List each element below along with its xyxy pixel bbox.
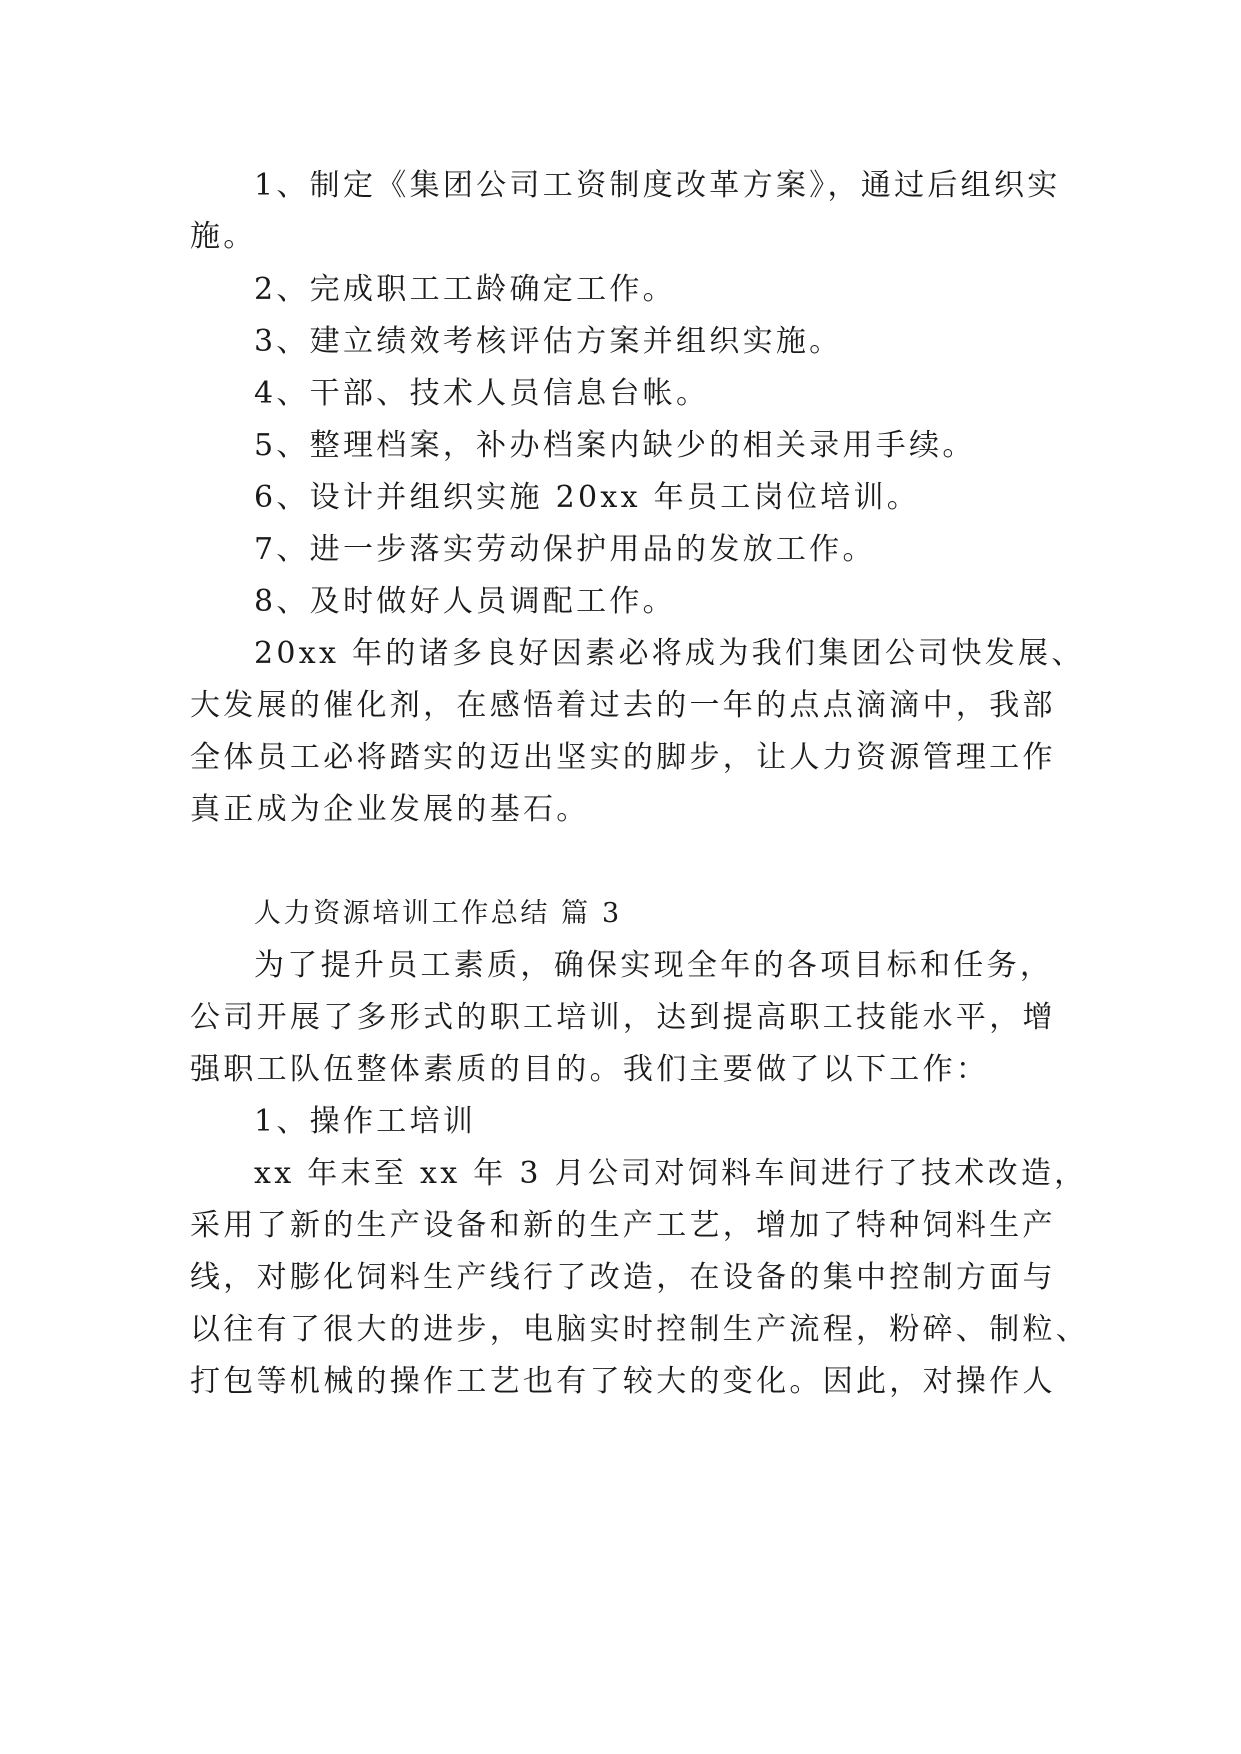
closing-paragraph-line-1: 20xx 年的诸多良好因素必将成为我们集团公司快发展、 xyxy=(254,636,1085,671)
list-item-8: 8、及时做好人员调配工作。 xyxy=(254,584,676,619)
list-item-1-line-1: 1、制定《集团公司工资制度改革方案》，通过后组织实 xyxy=(254,168,1061,203)
list-item-1-line-2: 施。 xyxy=(190,219,257,254)
body-paragraph-line-2: 采用了新的生产设备和新的生产工艺，增加了特种饲料生产 xyxy=(190,1208,1056,1243)
section-heading: 人力资源培训工作总结 篇 3 xyxy=(254,898,622,929)
list-item-6: 6、设计并组织实施 20xx 年员工岗位培训。 xyxy=(254,480,921,515)
body-paragraph-line-5: 打包等机械的操作工艺也有了较大的变化。因此，对操作人 xyxy=(190,1364,1056,1399)
intro-paragraph-line-1: 为了提升员工素质，确保实现全年的各项目标和任务， xyxy=(254,948,1054,983)
closing-paragraph-line-4: 真正成为企业发展的基石。 xyxy=(190,792,590,827)
list-item-4: 4、干部、技术人员信息台帐。 xyxy=(254,376,710,411)
subsection-heading: 1、操作工培训 xyxy=(254,1104,477,1139)
body-paragraph-line-1: xx 年末至 xx 年 3 月公司对饲料车间进行了技术改造， xyxy=(254,1156,1088,1191)
list-item-2: 2、完成职工工龄确定工作。 xyxy=(254,272,676,307)
list-item-3: 3、建立绩效考核评估方案并组织实施。 xyxy=(254,324,843,359)
intro-paragraph-line-2: 公司开展了多形式的职工培训，达到提高职工技能水平，增 xyxy=(190,1000,1056,1035)
body-paragraph-line-4: 以往有了很大的进步，电脑实时控制生产流程，粉碎、制粒、 xyxy=(190,1312,1090,1347)
closing-paragraph-line-3: 全体员工必将踏实的迈出坚实的脚步，让人力资源管理工作 xyxy=(190,740,1056,775)
intro-paragraph-line-3: 强职工队伍整体素质的目的。我们主要做了以下工作： xyxy=(190,1052,990,1087)
closing-paragraph-line-2: 大发展的催化剂，在感悟着过去的一年的点点滴滴中，我部 xyxy=(190,688,1056,723)
list-item-7: 7、进一步落实劳动保护用品的发放工作。 xyxy=(254,532,876,567)
body-paragraph-line-3: 线，对膨化饲料生产线行了改造，在设备的集中控制方面与 xyxy=(190,1260,1056,1295)
list-item-5: 5、整理档案，补办档案内缺少的相关录用手续。 xyxy=(254,428,976,463)
